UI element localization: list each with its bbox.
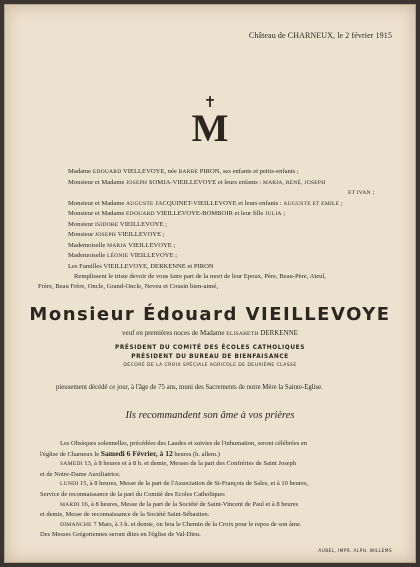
family-list	[50, 167, 404, 272]
family-text: SOMJA-VIEILLEVOYE et leurs enfants :	[147, 178, 263, 186]
family-member-line	[50, 178, 404, 189]
cross-icon: ✝	[203, 95, 217, 111]
announcement-text	[38, 272, 388, 292]
family-text: Les Familles VIEILLEVOYE, DERKENNE et PIRON	[68, 262, 214, 270]
family-member-line	[50, 188, 404, 199]
death-notice-card	[4, 4, 416, 563]
family-text: Monsieur et Madame	[68, 199, 127, 207]
family-text: Monsieur	[68, 220, 95, 228]
service-text: 13, à 8 heures et à 8 h. et demie, Messes de la part des Confréries de Saint Joseph	[82, 460, 297, 468]
family-text: Monsieur et Madame	[68, 178, 127, 186]
family-first-name: JULIA	[265, 211, 282, 217]
widower-post: DERKENNE	[258, 329, 298, 337]
family-first-name: AUGUSTE	[126, 200, 154, 207]
service-day: DIMANCHE	[60, 521, 92, 528]
family-first-name: JOSEPH	[126, 179, 148, 186]
widower-first-name: ELISABETH	[226, 331, 259, 337]
service-paragraph	[40, 459, 392, 479]
family-first-name: ISIDORE	[94, 221, 119, 228]
service-text: heures (h. allem.)	[172, 450, 220, 458]
family-member-line	[50, 251, 404, 262]
widower-pre: veuf en premières noces de Madame	[122, 329, 227, 337]
service-paragraph	[40, 520, 392, 540]
family-text: PIRON, ses enfants et petits-enfants ;	[198, 168, 299, 175]
family-member-line	[50, 167, 404, 178]
service-day: SAMEDI	[60, 461, 83, 468]
service-paragraph	[40, 439, 392, 459]
family-text: VIEILLEVOYE ;	[126, 241, 176, 249]
family-text: JACQUINET-VIEILLEVOYE et leurs enfants :	[153, 199, 284, 207]
deceased-name: Monsieur Édouard VIEILLEVOYE	[29, 304, 391, 325]
funeral-date: Samedi 6 Février, à 12	[100, 448, 173, 458]
announcement-line: Remplissent le triste devoir de vous faire part de la mort de leur Epoux, Père, Beau-Père, Aïeul,	[74, 273, 326, 280]
service-day: LUNDI	[60, 481, 79, 488]
service-paragraph	[40, 500, 392, 520]
family-text: ;	[370, 189, 375, 196]
service-text: 15, à 8 heures, Messe de la part de l'Association de St-François de Sales, et à 10 heures,	[78, 480, 309, 488]
family-first-name: JOSEPH	[94, 232, 117, 238]
service-text: 7 Mars, à 3 h. et demie, on fera le Chemin de la Croix pour le repos de son âme.	[91, 520, 302, 528]
family-text: VIEILLEVOYE ;	[118, 220, 167, 228]
family-member-line	[50, 230, 404, 241]
family-first-name: AUGUSTE ET EMILE	[283, 200, 340, 207]
family-text: Mademoiselle	[68, 252, 108, 259]
widower-line	[4, 329, 416, 337]
service-text: et demie, Messe de reconnaissance de la Société Saint-Sébastien.	[40, 511, 210, 519]
family-text: VIEILLEVOYE ;	[116, 231, 165, 238]
service-paragraph	[40, 479, 392, 499]
service-text: et de Notre-Dame Auxiliatrice.	[40, 470, 121, 478]
title-line: PRÉSIDENT DU COMITÉ DES ÉCOLES CATHOLIQUES	[115, 345, 305, 351]
service-text: 16, à 8 heures, Messe de la part de la Société de Saint-Vincent de Paul et à 8 heures	[79, 500, 299, 508]
service-text: Les Obsèques solennelles, précédées des Laudes et suivies de l'inhumation, seront célébrées en	[60, 440, 308, 447]
monogram-letter: M	[191, 107, 229, 150]
family-member-line	[50, 262, 404, 273]
family-text: VIELLEVOYE, née	[121, 168, 179, 175]
family-text: Mademoiselle	[68, 241, 108, 249]
place-and-date: Château de CHARNEUX, le 2 février 1915	[248, 31, 392, 40]
service-day: MARDI	[60, 501, 80, 508]
family-first-name: EDOUARD	[126, 211, 155, 217]
title-line: PRÉSIDENT DU BUREAU DE BIENFAISANCE	[131, 354, 289, 360]
family-text: Monsieur	[68, 231, 95, 238]
family-member-line	[50, 220, 404, 231]
family-first-name: MARIA, RENÉ, JOSEPH	[262, 179, 326, 186]
service-schedule	[40, 439, 392, 540]
monogram	[4, 96, 416, 148]
family-text: VIEILLEVOYE-BOMBOIR et leur fille	[154, 210, 266, 217]
service-text: Service de reconnaissance de la part du Comité des Ecoles Catholiques	[40, 490, 225, 498]
service-text: Des Messes Grégoriennes seront dites en l'église de Val-Dieu.	[40, 531, 201, 539]
family-text: ;	[339, 199, 343, 207]
family-member-line	[50, 241, 404, 252]
family-first-name: BARBE	[178, 169, 199, 175]
family-text: VIEILLEVOYE ;	[128, 252, 178, 259]
death-statement: pieusement décédé ce jour, à l'âge de 75 ans, muni des Sacrements de notre Mère la Sainte-Eglise.	[56, 384, 323, 391]
family-text: Monsieur et Madame	[68, 210, 127, 217]
family-text: Madame	[68, 168, 93, 175]
family-member-line	[50, 209, 404, 220]
family-first-name: EDOUARD	[92, 169, 122, 175]
announcement-line: Frère, Beau Frère, Oncle, Grand-Oncle, Neveu et Cousin bien-aimé,	[38, 283, 218, 291]
honorific-titles	[4, 344, 416, 370]
family-first-name: LÉONIE	[107, 253, 129, 259]
family-text: ;	[281, 210, 286, 217]
title-line: DÉCORÉ DE LA CROIX SPÉCIALE AGRICOLE DE DEUXIÈME CLASSE	[123, 363, 297, 368]
service-text: l'église de Charneux le	[40, 450, 101, 458]
printer-imprint: AUBEL, IMPR. ALPH. WILLEMS	[318, 549, 392, 554]
family-first-name: MARIA	[107, 242, 127, 249]
family-member-line	[50, 199, 404, 210]
family-first-name: ET IVAN	[348, 190, 371, 196]
prayer-request: Ils recommandent son âme à vos prières	[125, 410, 295, 421]
